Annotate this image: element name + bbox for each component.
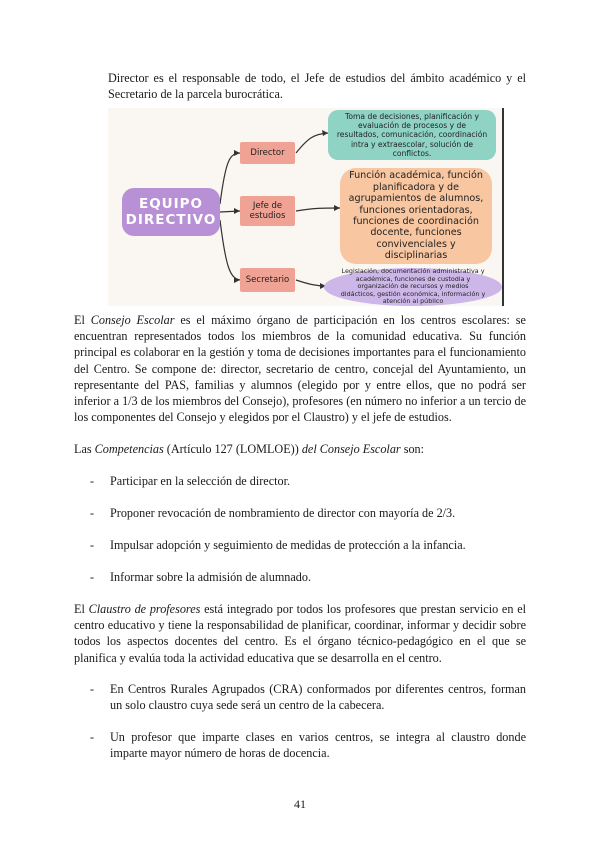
- connector-to-director: [220, 153, 240, 204]
- intro-paragraph: Director es el responsable de todo, el Jefe de estudios del ámbito académico y el Secretario de la parcela burocrática.: [108, 71, 526, 102]
- jefe-functions-box: Función académica, función planificadora y de agrupamientos de alumnos, funciones orientadoras, funciones de coordinación docente, funciones convivenciales y disciplinarias: [340, 168, 492, 264]
- secretario-functions-box: Legislación, documentación administrativa y académica, funciones de custodia y organización de recursos y medios didácticos, gestión económica, información y atención al público: [324, 268, 502, 306]
- director-functions-box: Toma de decisiones, planificación y evaluación de procesos y de resultados, comunicación, coordinación intra y extraescolar, solución de conflictos.: [328, 110, 496, 160]
- arrow-director-box: [296, 133, 328, 153]
- document-page: Director es el responsable de todo, el Jefe de estudios del ámbito académico y el Secretario de la parcela burocrática. EQUIPO DIRECTIVO Director Jefe de estudios Secretario Toma de decisiones, planificación y evaluación de procesos y de resultados, comunicación, coordinación intra y extraescolar, solución de conflictos. Función académica, función planificadora y de agrupamientos de alumnos, funciones orientadoras, funciones de coordinación docente, funciones convivenciales y disciplinarias Legislación, documentación administrativa y académica, funciones de custodia y organización de recursos y medios didácticos, gestión económica, información y atención al público El Consejo Escolar es el máximo órgano de participación en los centros escolares: se encuentran representados todos los miembros de la comunidad educativa. Su función principal es colaborar en la gestión y toma de decisiones importantes para el funcionamiento del Centro. Se compone de: director, secretario de centro, concejal del Ayuntamiento, un representante del PAS, familias y alumnos (elegido por y entre ellos, que no podrá ser inferior a 1/3 de los miembros del Consejo), profesores (en número no inferior a un tercio de los componentes del Consejo y elegidos por el Claustro) y el jefe de estudios. Las Competencias (Artículo 127 (LOMLOE)) del Consejo Escolar son: - Participar en la selección de director. - Proponer revocación de nombramiento de director con mayoría de 2/3. - Impulsar adopción y seguimiento de medidas de protección a la infancia. - Informar sobre la admisión de alumnado. El Claustro de profesores está integrado por todos los profesores que prestan servicio en el centro educativo y tiene la responsabilidad de planificar, coordinar, informar y decidir sobre todos los aspectos docentes del centro. Es el órgano técnico-pedagógico en el que se planifica y evalúa toda la actividad educativa que se desarrolla en el centro. - En Centros Rurales Agrupados (CRA) conformados por diferentes centros, forman un solo claustro cuya sede será un centro de la cabecera. - Un profesor que imparte clases en varios centros, se integra al claustro donde imparte mayor número de horas de docencia. 41: [0, 0, 600, 848]
- role-director: Director: [240, 142, 295, 164]
- claustro-term: Claustro de profesores: [88, 602, 201, 616]
- equipo-directivo-diagram: [108, 108, 504, 306]
- page-number: 41: [294, 797, 306, 811]
- consejo-escolar-term: Consejo Escolar: [90, 313, 175, 327]
- role-jefe-de-estudios: Jefe de estudios: [240, 196, 295, 226]
- consejo-escolar-paragraph: El Consejo Escolar es el máximo órgano de participación en los centros escolares: se encuentran representados todos los miembros de la comunidad educativa. Su función principal es colaborar en la gestión y toma de decisiones importantes para el funcionamiento del Centro. Se compone de: director, secretario de centro, concejal del Ayuntamiento, un representante del PAS, familias y alumnos (elegido por y entre ellos, que no podrá ser inferior a 1/3 de los miembros del Consejo), profesores (en número no inferior a un tercio de los componentes del Consejo y elegidos por el Claustro) y el jefe de estudios.: [74, 313, 526, 425]
- equipo-directivo-label: EQUIPO DIRECTIVO: [122, 188, 220, 236]
- connector-to-secretario: [220, 220, 240, 280]
- diagram-edge: [502, 108, 504, 306]
- claustro-paragraph: El Claustro de profesores está integrado por todos los profesores que prestan servicio en el centro educativo y tiene la responsabilidad de planificar, coordinar, informar y decidir sobre todos los aspectos docentes del centro. Es el órgano técnico-pedagógico en el que se planifica y evalúa toda la actividad educativa que se desarrolla en el centro.: [74, 602, 526, 665]
- competencias-heading: Las Competencias (Artículo 127 (LOMLOE)) del Consejo Escolar son:: [74, 442, 425, 456]
- arrow-jefe-box: [296, 208, 340, 211]
- role-secretario: Secretario: [240, 268, 295, 292]
